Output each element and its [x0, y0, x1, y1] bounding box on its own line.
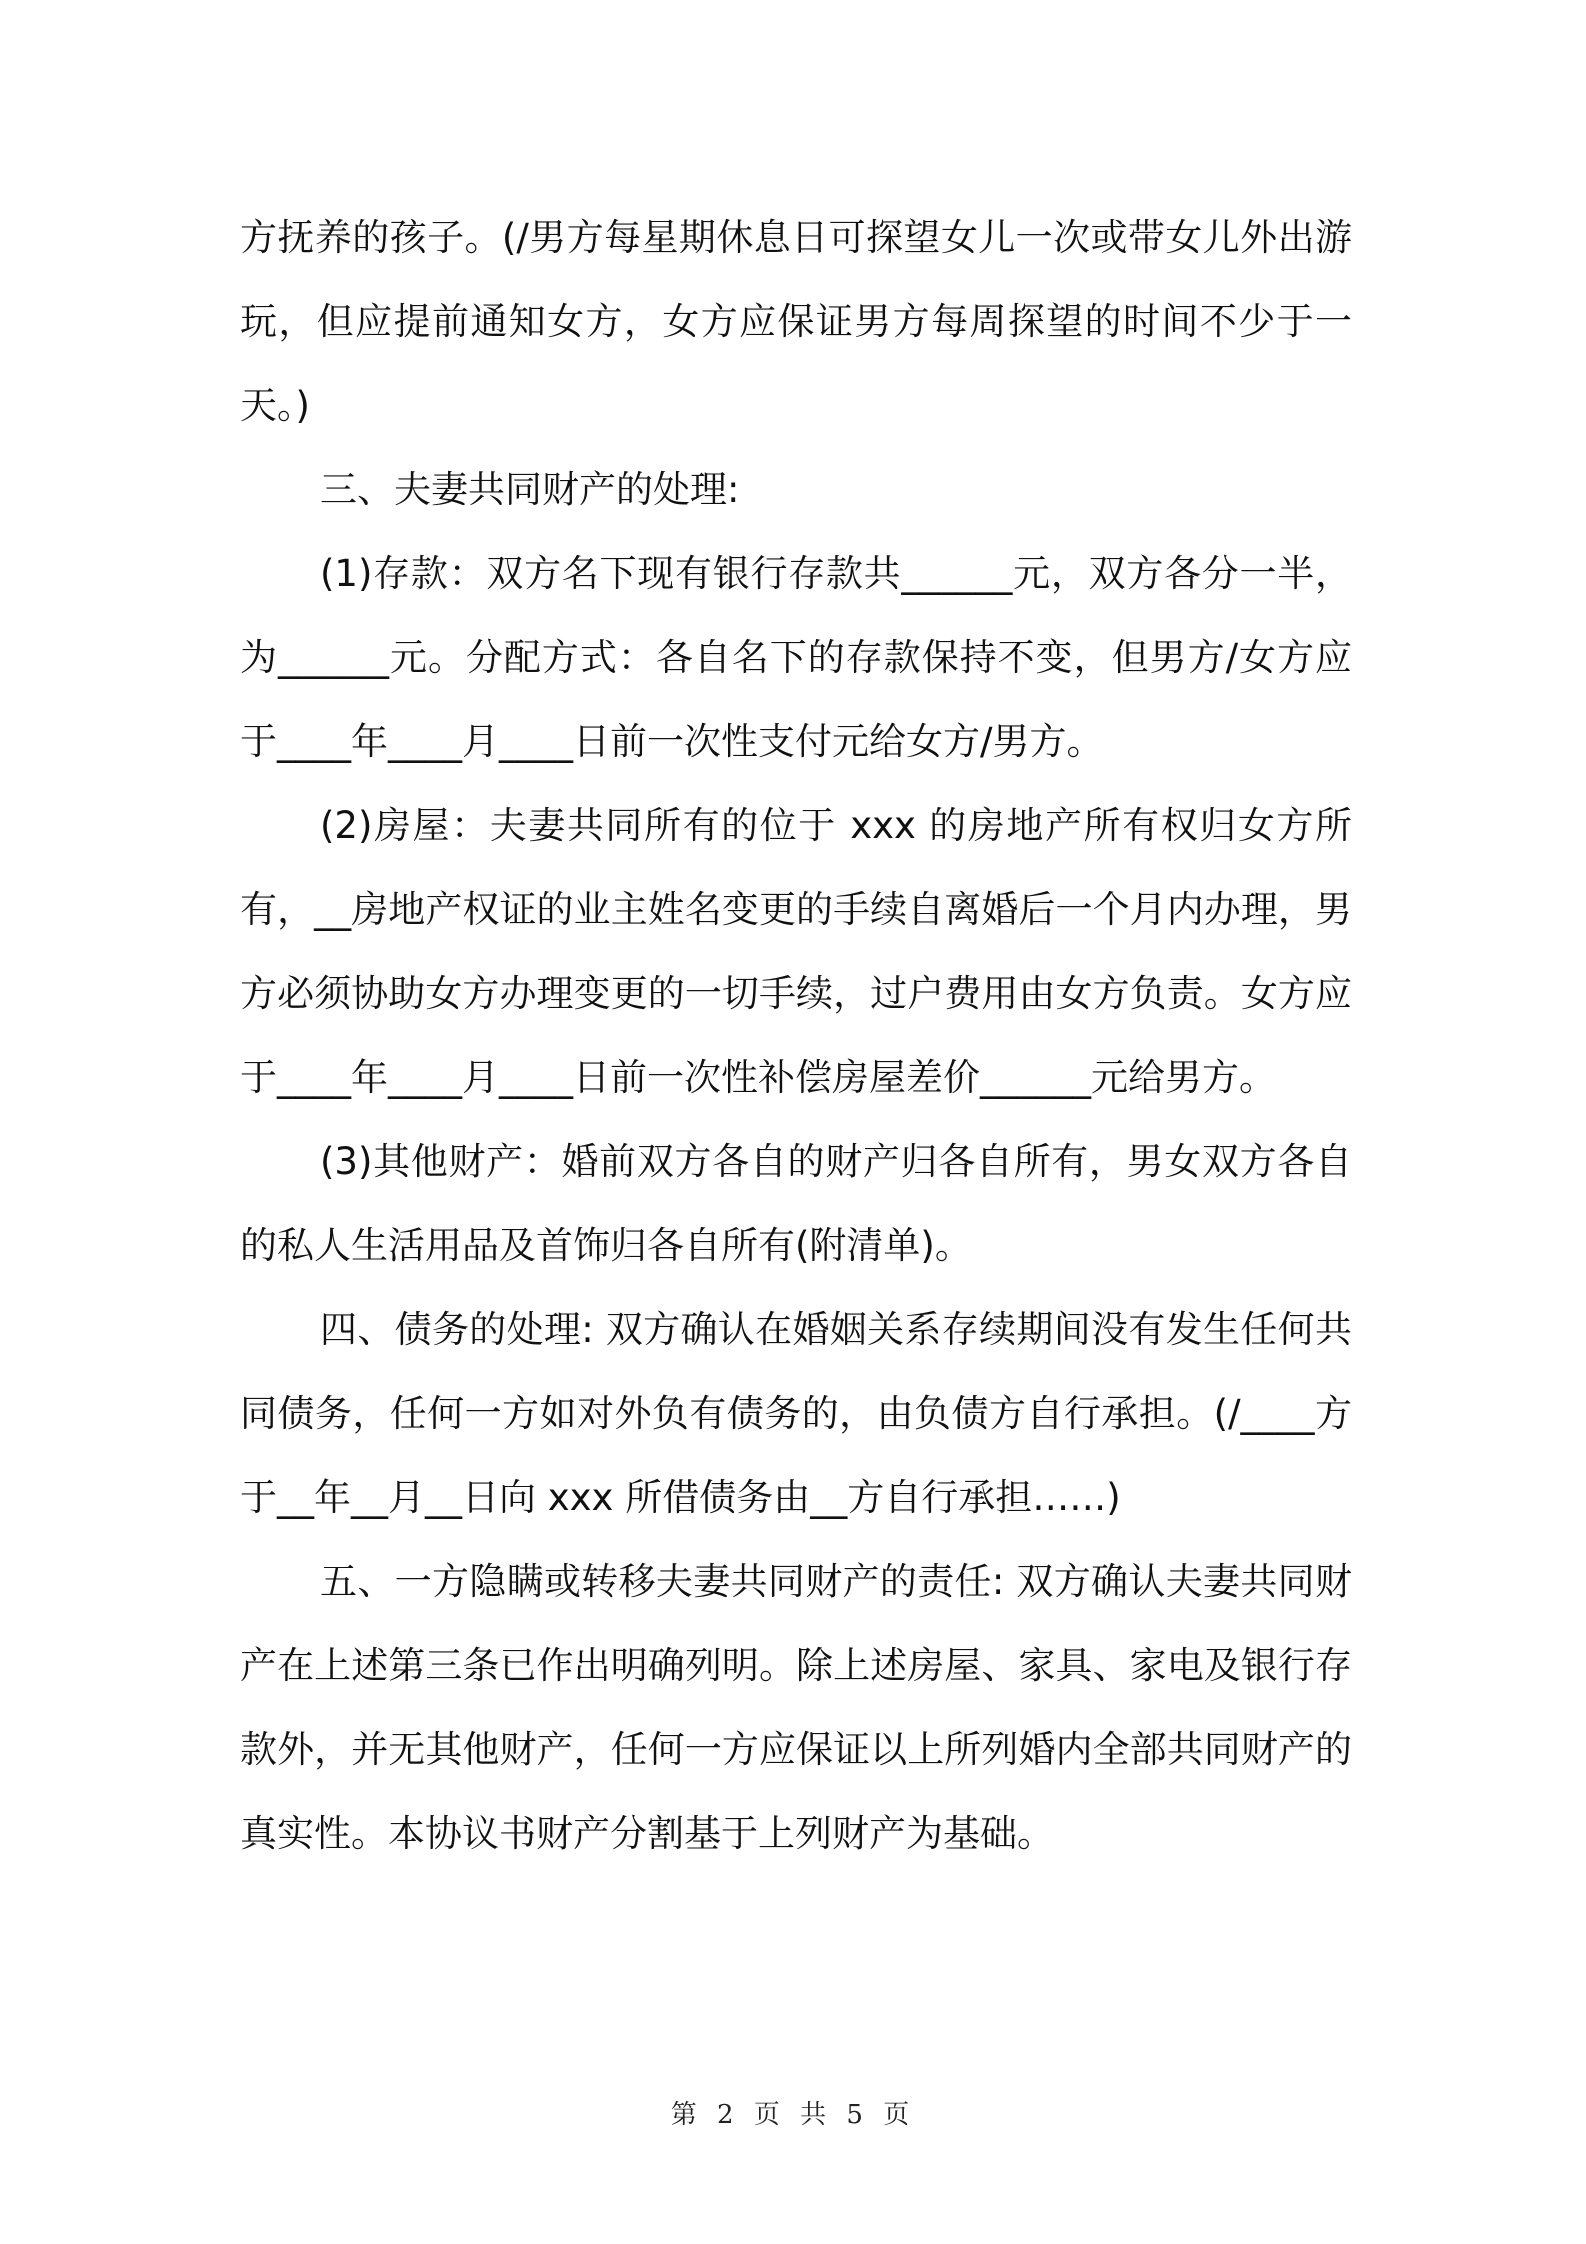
paragraph-house: (2)房屋：夫妻共同所有的位于 xxx 的房地产所有权归女方所有，__房地产权证的业主姓名变更的手续自离婚后一个月内办理，男方必须协助女方办理变更的一切手续，过户费用由女方负责。女方应于____年____月____日前一次性补偿房屋差价______元给男方。 [240, 804, 1352, 1099]
paragraph-deposits: (1)存款：双方名下现有银行存款共______元，双方各分一半，为______元。分配方式：各自名下的存款保持不变，但男方/女方应于____年____月____日前一次性支付元给女方/男方。 [240, 552, 1352, 763]
document-body [240, 196, 1352, 1876]
paragraph-custody-continued: 方抚养的孩子。(/男方每星期休息日可探望女儿一次或带女儿外出游玩，但应提前通知女方，女方应保证男方每周探望的时间不少于一天。) [240, 216, 1352, 427]
paragraph-other-property: (3)其他财产：婚前双方各自的财产归各自所有，男女双方各自的私人生活用品及首饰归各自所有(附清单)。 [240, 1140, 1352, 1267]
paragraph-concealment-liability: 五、一方隐瞒或转移夫妻共同财产的责任: 双方确认夫妻共同财产在上述第三条已作出明确列明。除上述房屋、家具、家电及银行存款外，并无其他财产，任何一方应保证以上所列婚内全部共同财产的真实性。本协议书财产分割基于上列财产为基础。 [240, 1560, 1352, 1855]
paragraph-debts: 四、债务的处理: 双方确认在婚姻关系存续期间没有发生任何共同债务，任何一方如对外负有债务的，由负债方自行承担。(/____方于__年__月__日向 xxx 所借债务由__方自行承担……) [240, 1308, 1352, 1519]
section-heading-joint-property: 三、夫妻共同财产的处理: [320, 468, 740, 511]
page-number-footer: 第 2 页 共 5 页 [670, 2100, 916, 2130]
